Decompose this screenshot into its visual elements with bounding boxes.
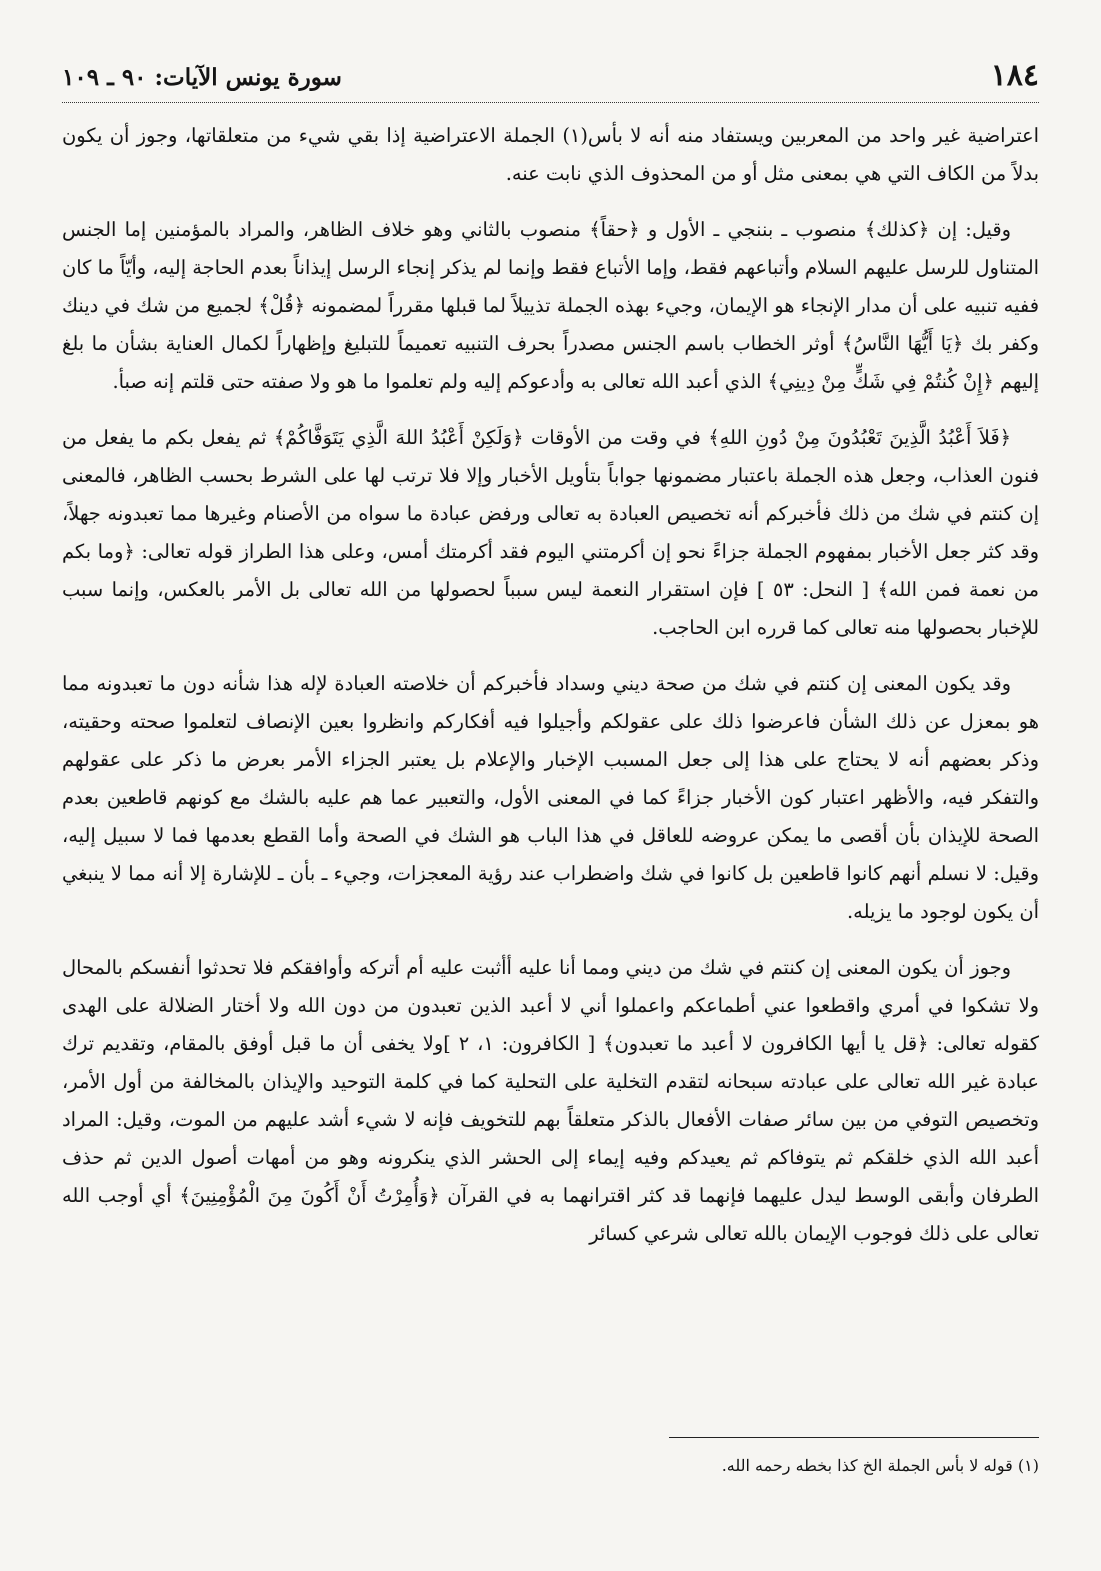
- paragraph: وقد يكون المعنى إن كنتم في شك من صحة ديني وسداد فأخبركم أن خلاصته العبادة لإله هذا شأنه دون ما تعبدونه مما هو بمعزل عن ذلك الشأن فاعرضوا ذلك على عقولكم وأجيلوا فيه أفكاركم وانظروا بعين الإنصاف لتعلموا صحته وحقيته، وذكر بعضهم أنه لا يحتاج على هذا إلى جعل المسبب الإخبار والإعلام بل يعتبر الجزاء الأمر بعرض ما ذكر على عقولهم والتفكر فيه، والأظهر اعتبار كون الأخبار جزاءً كما في المعنى الأول، والتعبير عما هم عليه بالشك مع كونهم قاطعين بعدم الصحة للإيذان بأن أقصى ما يمكن عروضه للعاقل في هذا الباب هو الشك في الصحة وأما القطع بعدمها فما لا سبيل إليه، وقيل: لا نسلم أنهم كانوا قاطعين بل كانوا في شك واضطراب عند رؤية المعجزات، وجيء ـ بأن ـ للإشارة إلا أنه مما لا ينبغي أن يكون لوجود ما يزيله.: [62, 672, 1039, 923]
- page-number: ١٨٤: [990, 58, 1039, 93]
- paragraph: اعتراضية غير واحد من المعربين ويستفاد منه أنه لا بأس(١) الجملة الاعتراضية إذا بقي شيء من متعلقاتها، وجوز أن يكون بدلاً من الكاف التي هي بمعنى مثل أو من المحذوف الذي نابت عنه.: [62, 124, 1040, 185]
- running-head: سورة يونس الآيات: ٩٠ ـ ١٠٩: [62, 64, 342, 91]
- footnote: (١) قوله لا بأس الجملة الخ كذا بخطه رحمه الله.: [721, 1456, 1039, 1475]
- paragraph: وجوز أن يكون المعنى إن كنتم في شك من ديني ومما أنا عليه أأثبت عليه أم أتركه وأوافقكم فلا تحدثوا أنفسكم بالمحال ولا تشكوا في أمري واقطعوا عني أطماعكم واعملوا أني لا أعبد الذين تعبدون من دون الله ولا أختار الضلالة على الهدى كقوله تعالى: ﴿قل يا أيها الكافرون لا أعبد ما تعبدون﴾ [ الكافرون: ١، ٢ ]ولا يخفى أن ما قبل أوفق بالمقام، وتقديم ترك عبادة غير الله تعالى على عبادته سبحانه لتقدم التخلية على التحلية كما في كلمة التوحيد والإيذان بالمخالفة من أول الأمر، وتخصيص التوفي من بين سائر صفات الأفعال بالذكر متعلقاً بهم للتخويف فإنه لا شيء أشد عليهم من الموت، وقيل: المراد أعبد الله الذي خلقكم ثم يتوفاكم ثم يعيدكم وفيه إيماء إلى الحشر الذي ينكرونه وهو من أمهات أصول الدين ثم حذف الطرفان وأبقى الوسط ليدل عليهما فإنهما قد كثر اقترانهما به في القرآن ﴿وَأُمِرْتُ أَنْ أَكُونَ مِنَ الْمُؤْمِنِينَ﴾ أي أوجب الله تعالى على ذلك فوجوب الإيمان بالله تعالى شرعي كسائر: [62, 956, 1040, 1245]
- paragraph: ﴿فَلاَ أَعْبُدُ الَّذِينَ تَعْبُدُونَ مِنْ دُونِ اللهِ﴾ في وقت من الأوقات ﴿وَلَكِنْ أَعْبُدُ اللهَ الَّذِي يَتَوَفَّاكُمْ﴾ ثم يفعل بكم ما يفعل من فنون العذاب، وجعل هذه الجملة باعتبار مضمونها جواباً بتأويل الأخبار وإلا فلا ترتب لها على الشرط بحسب الظاهر، فالمعنى إن كنتم في شك من ذلك فأخبركم أنه تخصيص العبادة به تعالى ورفض عبادة ما سواه من الأصنام وغيرها مما تعبدونه جهلاً، وقد كثر جعل الأخبار بمفهوم الجملة جزاءً نحو إن أكرمتني اليوم فقد أكرمتك أمس، وعلى هذا الطراز قوله تعالى: ﴿وما بكم من نعمة فمن الله﴾ [ النحل: ٥٣ ] فإن استقرار النعمة ليس سبباً لحصولها من الله تعالى بل الأمر بالعكس، وإنما سبب للإخبار بحصولها منه تعالى كما قرره ابن الحاجب.: [62, 426, 1039, 639]
- footnote-rule: [669, 1437, 1039, 1438]
- page-header: [62, 58, 1039, 103]
- paragraph: وقيل: إن ﴿كذلك﴾ منصوب ـ بننجي ـ الأول و ﴿حقاً﴾ منصوب بالثاني وهو خلاف الظاهر، والمراد بالمؤمنين إما الجنس المتناول للرسل عليهم السلام وأتباعهم فقط، وإما الأتباع فقط وإنما لم يذكر إنجاء الرسل إيذاناً بعدم الحاجة إليه، وأيّاً ما كان ففيه تنبيه على أن مدار الإنجاء هو الإيمان، وجيء بهذه الجملة تذييلاً لما قبلها مقرراً لمضمونه ﴿قُلْ﴾ لجميع من شك في دينك وكفر بك ﴿يَا أَيُّهَا النَّاسُ﴾ أوثر الخطاب باسم الجنس مصدراً بحرف التنبيه تعميماً للتبليغ وإظهاراً لكمال العناية بشأن ما بلغ إليهم ﴿إِنْ كُنتُمْ فِي شَكٍّ مِنْ دِينِي﴾ الذي أعبد الله تعالى به وأدعوكم إليه ولم تعلموا ما هو ولا صفته حتى قلتم إنه صبأ.: [62, 218, 1039, 393]
